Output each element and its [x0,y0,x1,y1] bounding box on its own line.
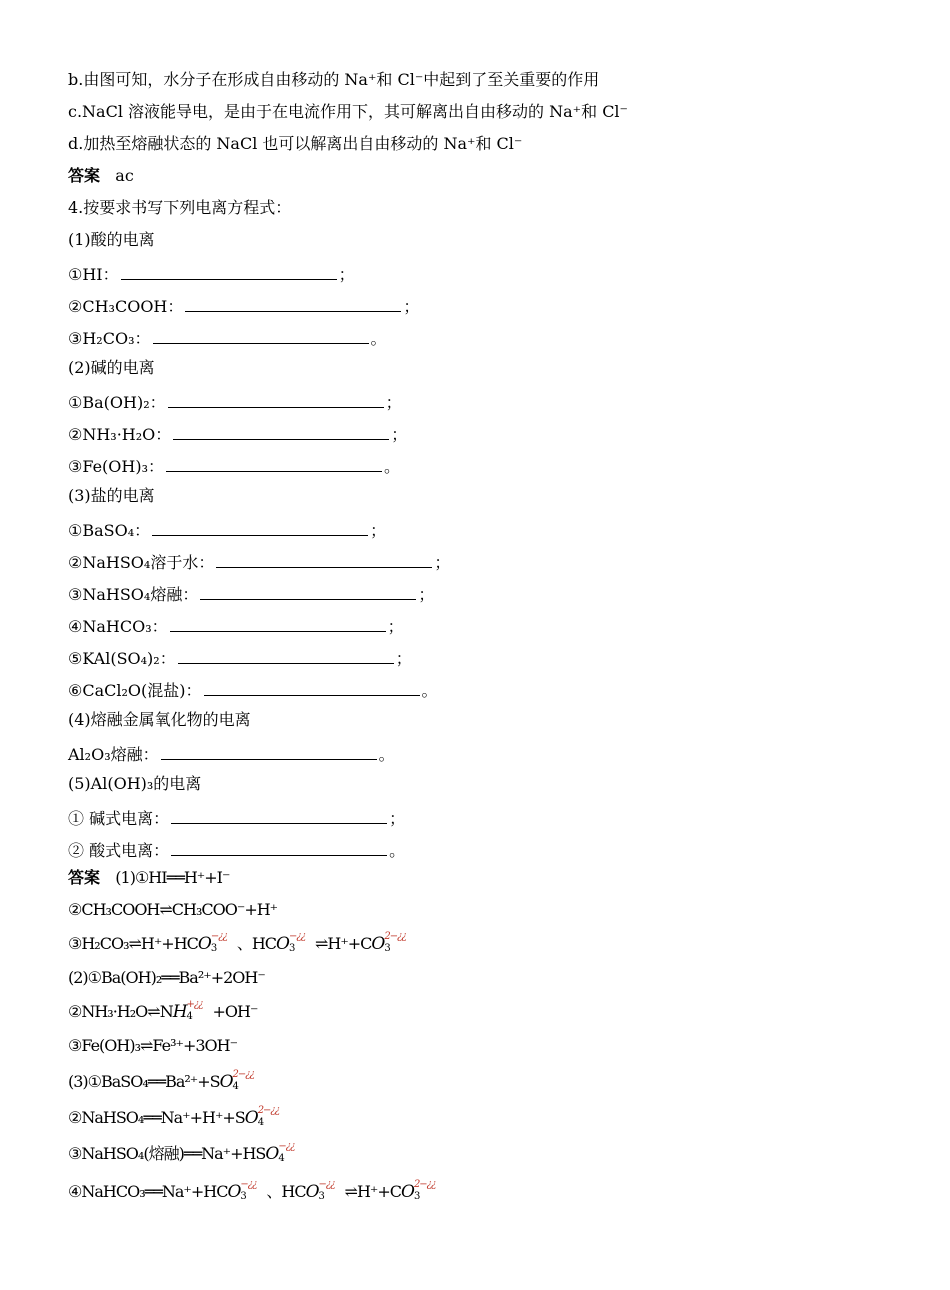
ion-hso4: O 4 −¿¿ [265,1141,295,1164]
ion-hco3: O 3 −¿¿ [197,931,227,954]
item-baso4: ①BaSO₄： ； [68,518,386,541]
answer-hi: (1)①HI══H⁺+I⁻ [115,868,230,887]
item-nh3h2o: ②NH₃·H₂O： ； [68,422,407,445]
ion-nh4: H 4 +¿¿ [172,999,203,1022]
answer-ch3cooh: ②CH₃COOH⇌CH₃COO⁻+H⁺ [68,900,278,919]
answer-blank[interactable] [178,646,394,664]
ion-hco3: O 3 −¿¿ [227,1179,257,1202]
answer-baoh2: (2)①Ba(OH)₂══Ba²⁺+2OH⁻ [68,968,265,987]
answer-label: 答案 [68,868,101,887]
item-nahso4-melt: ③NaHSO₄熔融： ； [68,582,434,605]
answer-blank[interactable] [153,326,369,344]
ion-so4: O 4 2−¿¿ [219,1069,254,1092]
item-ch3cooh: ②CH₃COOH： ； [68,294,419,317]
answer-blank[interactable] [216,550,432,568]
answer-row-2 [68,868,229,888]
ion-so4: O 4 2−¿¿ [244,1105,280,1128]
item-h2co3: ③H₂CO₃： 。 [68,326,387,349]
answer-value: ac [115,166,134,185]
item-al2o3: Al₂O₃熔融： 。 [68,742,395,765]
item-cacl2o: ⑥CaCl₂O(混盐)： 。 [68,678,438,701]
section-3-title: (3)盐的电离 [68,486,155,505]
answer-feoh3: ③Fe(OH)₃⇌Fe³⁺+3OH⁻ [68,1036,238,1055]
answer-blank[interactable] [171,838,387,856]
option-b: b.由图可知，水分子在形成自由移动的 Na⁺和 Cl⁻中起到了至关重要的作用 [68,70,600,89]
answer-nahso4-melt: ③NaHSO₄(熔融)══Na⁺+HSO 4 −¿¿ [68,1144,304,1164]
section-1-title: (1)酸的电离 [68,230,155,249]
answer-baso4: (3)①BaSO₄══Ba²⁺+SO 4 2−¿¿ [68,1072,259,1092]
answer-blank[interactable] [168,390,384,408]
item-nahco3: ④NaHCO₃： ； [68,614,404,637]
ion-hco3: O 3 −¿¿ [276,931,306,954]
item-feoh3: ③Fe(OH)₃： 。 [68,454,400,477]
answer-nahso4-water: ②NaHSO₄══Na⁺+H⁺+SO 4 2−¿¿ [68,1108,284,1128]
question-4-title: 4.按要求书写下列电离方程式： [68,198,292,217]
answer-blank[interactable] [185,294,401,312]
ion-co3: O 3 2−¿¿ [401,1179,436,1202]
ion-co3: O 3 2−¿¿ [371,931,406,954]
section-5-title: (5)Al(OH)₃的电离 [68,774,202,793]
answer-nh3h2o: ②NH₃·H₂O⇌NH 4 +¿¿ +OH⁻ [68,999,258,1022]
answer-label: 答案 [68,166,101,185]
item-hi: ①HI： ； [68,262,355,285]
answer-blank[interactable] [204,678,420,696]
answer-row-1 [68,166,134,186]
answer-blank[interactable] [173,422,389,440]
answer-blank[interactable] [170,614,386,632]
ion-hco3: O 3 −¿¿ [305,1179,335,1202]
answer-h2co3: ③H₂CO₃⇌H⁺+HCO 3 −¿¿ 、HCO 3 −¿¿ ⇌H⁺+CO 3 2−¿¿ [68,934,410,954]
answer-nahco3: ④NaHCO₃══Na⁺+HCO 3 −¿¿ 、HCO 3 −¿¿ ⇌H⁺+CO 3 2−¿¿ [68,1182,440,1202]
option-c: c.NaCl 溶液能导电，是由于在电流作用下，其可解离出自由移动的 Na⁺和 Cl⁻ [68,102,628,121]
answer-blank[interactable] [171,806,387,824]
item-kalso42: ⑤KAl(SO₄)₂： ； [68,646,412,669]
answer-blank[interactable] [152,518,368,536]
section-2-title: (2)碱的电离 [68,358,155,377]
section-4-title: (4)熔融金属氧化物的电离 [68,710,251,729]
answer-blank[interactable] [161,742,377,760]
item-aloh3-base: ① 碱式电离： ； [68,806,405,829]
answer-blank[interactable] [200,582,416,600]
item-baoh2: ①Ba(OH)₂： ； [68,390,402,413]
option-d: d.加热至熔融状态的 NaCl 也可以解离出自由移动的 Na⁺和 Cl⁻ [68,134,523,153]
item-aloh3-acid: ② 酸式电离： 。 [68,838,405,861]
item-nahso4-water: ②NaHSO₄溶于水： ； [68,550,450,573]
answer-blank[interactable] [166,454,382,472]
answer-blank[interactable] [121,262,337,280]
